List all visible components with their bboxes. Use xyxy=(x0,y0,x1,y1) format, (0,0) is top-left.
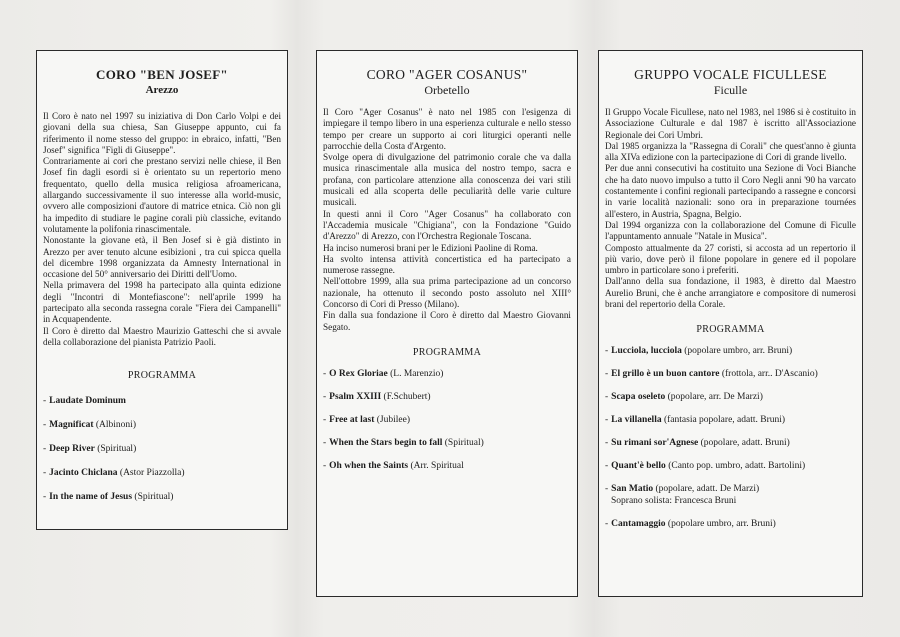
piece-info: (F.Schubert) xyxy=(383,391,431,402)
choir-city: Arezzo xyxy=(145,84,179,96)
piece-title: Magnificat xyxy=(49,420,94,431)
piece-info: (Albinoni) xyxy=(95,420,136,431)
piece-title: Jacinto Chiclana xyxy=(49,468,118,479)
piece-soloist: Soprano solista: Francesca Bruni xyxy=(611,496,737,507)
piece-title: Deep River xyxy=(49,444,95,455)
programma-item: - Psalm XXIII (F.Schubert) xyxy=(323,391,431,402)
programma-item: - Quant'è bello (Canto pop. umbro, adatt. Bartolini) xyxy=(605,461,806,472)
piece-title: When the Stars begin to fall xyxy=(329,437,443,448)
programma-item: - When the Stars begin to fall (Spiritual) xyxy=(323,437,484,448)
piece-info: (Arr. Spiritual xyxy=(410,460,464,471)
programma-heading: PROGRAMMA xyxy=(127,370,197,382)
piece-title: Scapa oseleto xyxy=(611,392,666,403)
piece-title: Free at last xyxy=(329,414,375,425)
piece-info: (Jubilee) xyxy=(376,414,410,425)
piece-info: (popolare, adatt. Bruni) xyxy=(700,438,790,449)
piece-title: Laudate Dominum xyxy=(49,396,126,407)
panel-ben-josef xyxy=(36,50,288,530)
piece-info: (Spiritual) xyxy=(444,437,484,448)
piece-info: (popolare, arr. De Marzi) xyxy=(667,392,763,403)
choir-title: GRUPPO VOCALE FICULLESE xyxy=(634,67,827,82)
programma-item: - Magnificat (Albinoni) xyxy=(43,420,136,431)
programma-item: - O Rex Gloriae (L. Marenzio) xyxy=(323,368,444,379)
programma-item: - Lucciola, lucciola (popolare umbro, arr. Bruni) xyxy=(605,346,793,357)
piece-title: La villanella xyxy=(611,415,662,426)
panel-gruppo-vocale-ficullese xyxy=(598,50,863,597)
piece-title: Lucciola, lucciola xyxy=(611,346,682,357)
paragraph: Il Coro è nato nel 1997 su iniziativa di Don Carlo Volpi e dei giovani della sua chiesa, San Giuseppe appunto, cui fa riferimento il nome stesso del gruppo: in ebraico, infatti, "Ben Josef" significa "Figli di Giuseppe". xyxy=(43,111,281,155)
paragraph: Contrariamente ai cori che prestano servizi nelle chiese, il Ben Josef fin dagli esordi si è orientato su un repertorio meno frequentato, quello della musica religiosa afroamericana, allargando successivamente il suo interesse alla world-music, ovvero alle composizioni d'autore di matrice etnica. Ciò non gli ha impedito di studiare le pagine corali più classiche, evitando volutamente la polifonia rinascimentale. xyxy=(43,156,281,234)
choir-title: CORO "BEN JOSEF" xyxy=(96,67,228,82)
paragraph: Per due anni consecutivi ha costituito una Sezione di Voci Bianche che ha dato nuovo impulso a tutto il Coro Negli anni '90 ha varcato costantemente i confini regionali partecipando a rassegne e concorsi in varie località nazionali: sono ora in preparazione tournées all'estero, in Austria, Spagna, Belgio. xyxy=(605,163,856,219)
paragraph: Ha svolto intensa attività concertistica ed ha partecipato a numerose rassegne. xyxy=(323,253,571,276)
programma-list xyxy=(43,395,281,503)
piece-info: (Spiritual) xyxy=(97,444,137,455)
choir-description xyxy=(43,111,281,348)
piece-title: Cantamaggio xyxy=(611,519,666,530)
paragraph: In questi anni il Coro "Ager Cosanus" ha collaborato con l'Accademia musicale "Chigiana", con la Fondazione "Guido d'Arezzo" di Arezzo, con l'Orchestra Regionale Toscana. xyxy=(323,208,571,242)
paragraph: Dall'anno della sua fondazione, il 1983, è diretto dal Maestro Aurelio Bruni, che è anche arrangiatore e compositore di numerosi brani del repertorio della Corale. xyxy=(605,276,856,310)
paragraph: Fin dalla sua fondazione il Coro è diretto dal Maestro Giovanni Segato. xyxy=(323,310,571,332)
paragraph: Nella primavera del 1998 ha partecipato alla quinta edizione degli "Incontri di Montefiascone": nell'aprile 1999 ha partecipato alla seconda rassegna corale "Fiera dei Campanelli" in Acquapendente. xyxy=(43,280,281,325)
programma-list xyxy=(605,345,856,530)
choir-description xyxy=(323,107,571,333)
paragraph: Ha inciso numerosi brani per le Edizioni Paoline di Roma. xyxy=(323,242,538,253)
paragraph: Svolge opera di divulgazione del patrimonio corale che va dalla musica rinascimentale alla musica del nostro tempo, sacra e profana, con particolare attenzione alla conoscenza dei vari stili musicali ed alla scoperta delle peculiarità delle varie culture musicali. xyxy=(323,152,571,208)
piece-info: (Astor Piazzolla) xyxy=(119,468,185,479)
programma-item: - La villanella (fantasia popolare, adatt. Bruni) xyxy=(605,415,786,426)
piece-info: (Canto pop. umbro, adatt. Bartolini) xyxy=(668,461,806,472)
piece-info: (L. Marenzio) xyxy=(390,368,444,379)
programma-heading: PROGRAMMA xyxy=(696,324,765,336)
piece-title: San Matio xyxy=(611,484,654,495)
programma-item: - Su rimani sor'Agnese (popolare, adatt. Bruni) xyxy=(605,438,790,449)
piece-title: Su rimani sor'Agnese xyxy=(611,438,699,449)
piece-info: (popolare, adatt. De Marzi) xyxy=(655,484,760,495)
programma-item: - Deep River (Spiritual) xyxy=(43,444,137,455)
choir-city: Ficulle xyxy=(713,83,748,97)
programma-list xyxy=(323,368,571,472)
paragraph: Nonostante la giovane età, il Ben Josef si è già distinto in Arezzo per aver tenuto alcune esibizioni , tra cui spicca quella del dicembre 1998 organizzata da Amnesty International in occasione del 50° anniversario dei Diritti dell'Uomo. xyxy=(43,235,281,280)
panel-ager-cosanus xyxy=(316,50,578,597)
programma-item: - Laudate Dominum xyxy=(43,396,126,407)
paragraph: Il Gruppo Vocale Ficullese, nato nel 1983, nel 1986 si è costituito in Associazione Culturale e dal 1987 è iscritto all'Associazione Regionale dei Cori Umbri. xyxy=(605,107,856,140)
programma-item: - Scapa oseleto (popolare, arr. De Marzi) xyxy=(605,392,763,403)
programma-item: - Jacinto Chiclana (Astor Piazzolla) xyxy=(43,468,185,479)
paragraph: Nell'ottobre 1999, alla sua prima partecipazione ad un concorso nazionale, ha ottenuto il secondo posto assoluto nel XIII° Concorso di Cori di Presso (Milano). xyxy=(323,276,571,310)
piece-title: Psalm XXIII xyxy=(329,391,382,402)
paragraph: Dal 1994 organizza con la collaborazione del Comune di Ficulle l'appuntamento annuale "Natale in Musica". xyxy=(605,219,856,242)
choir-title: CORO "AGER COSANUS" xyxy=(366,67,528,82)
choir-description xyxy=(605,107,856,310)
piece-title: O Rex Gloriae xyxy=(329,368,388,379)
piece-info: (fantasia popolare, adatt. Bruni) xyxy=(663,415,786,426)
programma-item: - In the name of Jesus (Spiritual) xyxy=(43,492,174,503)
programma-heading: PROGRAMMA xyxy=(412,346,482,358)
choir-city: Orbetello xyxy=(424,83,470,97)
piece-title: Oh when the Saints xyxy=(329,460,409,471)
paragraph: Il Coro è diretto dal Maestro Maurizio Gatteschi che si avvale della collaborazione del pianista Patrizio Paoli. xyxy=(43,325,281,347)
piece-title: El grillo è un buon cantore xyxy=(611,369,720,380)
programma-item: - El grillo è un buon cantore (frottola, arr.. D'Ascanio) xyxy=(605,369,818,380)
programma-item: - San Matio (popolare, adatt. De Marzi) Soprano solista: Francesca Bruni xyxy=(605,483,856,507)
piece-info: (frottola, arr.. D'Ascanio) xyxy=(721,369,818,380)
piece-info: (popolare umbro, arr. Bruni) xyxy=(667,519,776,530)
programma-item: - Oh when the Saints (Arr. Spiritual xyxy=(323,460,464,471)
piece-title: Quant'è bello xyxy=(611,461,666,472)
paragraph: Dal 1985 organizza la "Rassegna di Corali" che quest'anno è giunta alla XIVa edizione con la partecipazione di Cori di grande livello. xyxy=(605,140,856,163)
paragraph: Composto attualmente da 27 coristi, si accosta ad un repertorio il più vario, dove però il filone popolare in genere ed il popolare umbro in particolare sono i preferiti. xyxy=(605,242,856,276)
programma-item: - Free at last (Jubilee) xyxy=(323,414,410,425)
piece-info: (Spiritual) xyxy=(134,492,174,503)
piece-info: (popolare umbro, arr. Bruni) xyxy=(684,346,793,357)
paragraph: Il Coro "Ager Cosanus" è nato nel 1985 con l'esigenza di impiegare il tempo libero in una esperienza culturale e nello stesso tempo per creare un supporto ai cori liturgici operanti nelle parrocchie della Costa d'Argento. xyxy=(323,107,571,151)
piece-title: In the name of Jesus xyxy=(49,492,133,503)
programma-item: - Cantamaggio (popolare umbro, arr. Bruni) xyxy=(605,519,776,530)
